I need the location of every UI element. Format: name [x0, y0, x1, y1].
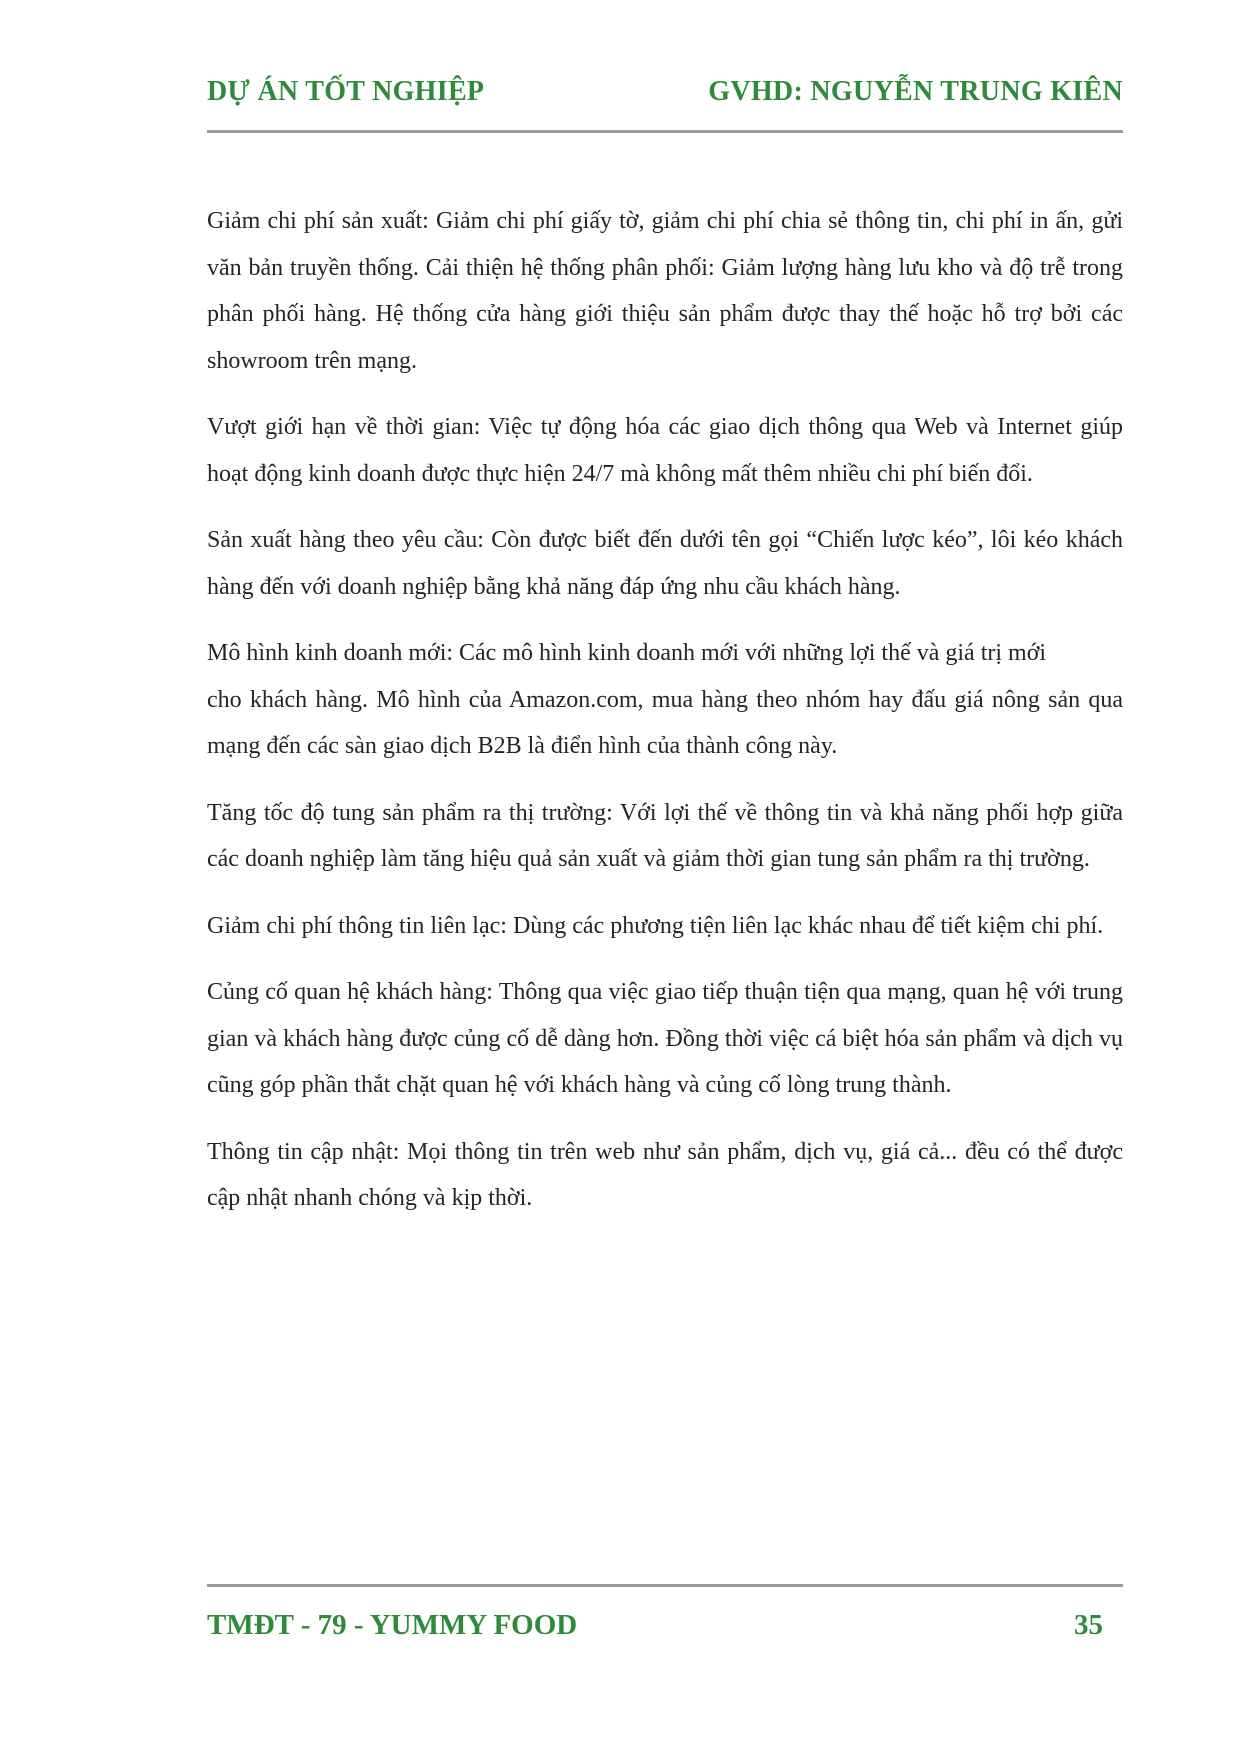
paragraph-communication-cost: Giảm chi phí thông tin liên lạc: Dùng các phương tiện liên lạc khác nhau để tiết kiệm chi phí.	[207, 912, 1104, 939]
header-project-title: DỰ ÁN TỐT NGHIỆP	[207, 76, 485, 107]
paragraph-on-demand: Sản xuất hàng theo yêu cầu: Còn được biết đến dưới tên gọi “Chiến lược kéo”, lôi kéo khách hàng đến với doanh nghiệp bằng khả năng đáp ứng nhu cầu khách hàng.	[207, 527, 1123, 600]
footer-divider	[207, 1584, 1123, 1587]
page-number: 35	[1074, 1608, 1103, 1641]
paragraph-updated-info: Thông tin cập nhật: Mọi thông tin trên web như sản phẩm, dịch vụ, giá cả... đều có thể được cập nhật nhanh chóng và kịp thời.	[207, 1138, 1123, 1211]
paragraph-new-business-model-cont: cho khách hàng. Mô hình của Amazon.com, mua hàng theo nhóm hay đấu giá nông sản qua mạng đến các sàn giao dịch B2B là điển hình của thành công này.	[207, 686, 1123, 759]
header-divider	[207, 130, 1123, 133]
page-body	[207, 198, 1123, 1242]
header-advisor: GVHD: NGUYỄN TRUNG KIÊN	[708, 76, 1123, 107]
paragraph-time-limit: Vượt giới hạn về thời gian: Việc tự động hóa các giao dịch thông qua Web và Internet giúp hoạt động kinh doanh được thực hiện 24/7 mà không mất thêm nhiều chi phí biến đổi.	[207, 414, 1123, 487]
paragraph-new-business-model: Mô hình kinh doanh mới: Các mô hình kinh doanh mới với những lợi thế và giá trị mới	[207, 640, 1047, 666]
paragraph-production-cost: Giảm chi phí sản xuất: Giảm chi phí giấy tờ, giảm chi phí chia sẻ thông tin, chi phí in ấn, gửi văn bản truyền thống. Cải thiện hệ thống phân phối: Giảm lượng hàng lưu kho và độ trễ trong phân phối hàng. Hệ thống cửa hàng giới thiệu sản phẩm được thay thế hoặc hỗ trợ bởi các showroom trên mạng.	[207, 208, 1123, 374]
page-footer	[207, 1603, 1103, 1647]
paragraph-time-to-market: Tăng tốc độ tung sản phẩm ra thị trường: Với lợi thế về thông tin và khả năng phối hợp giữa các doanh nghiệp làm tăng hiệu quả sản xuất và giảm thời gian tung sản phẩm ra thị trường.	[207, 799, 1123, 872]
footer-project-name: TMĐT - 79 - YUMMY FOOD	[207, 1608, 578, 1641]
paragraph-customer-relations: Củng cố quan hệ khách hàng: Thông qua việc giao tiếp thuận tiện qua mạng, quan hệ với trung gian và khách hàng được củng cố dễ dàng hơn. Đồng thời việc cá biệt hóa sản phẩm và dịch vụ cũng góp phần thắt chặt quan hệ với khách hàng và củng cố lòng trung thành.	[207, 979, 1123, 1098]
page-header	[207, 72, 1123, 112]
